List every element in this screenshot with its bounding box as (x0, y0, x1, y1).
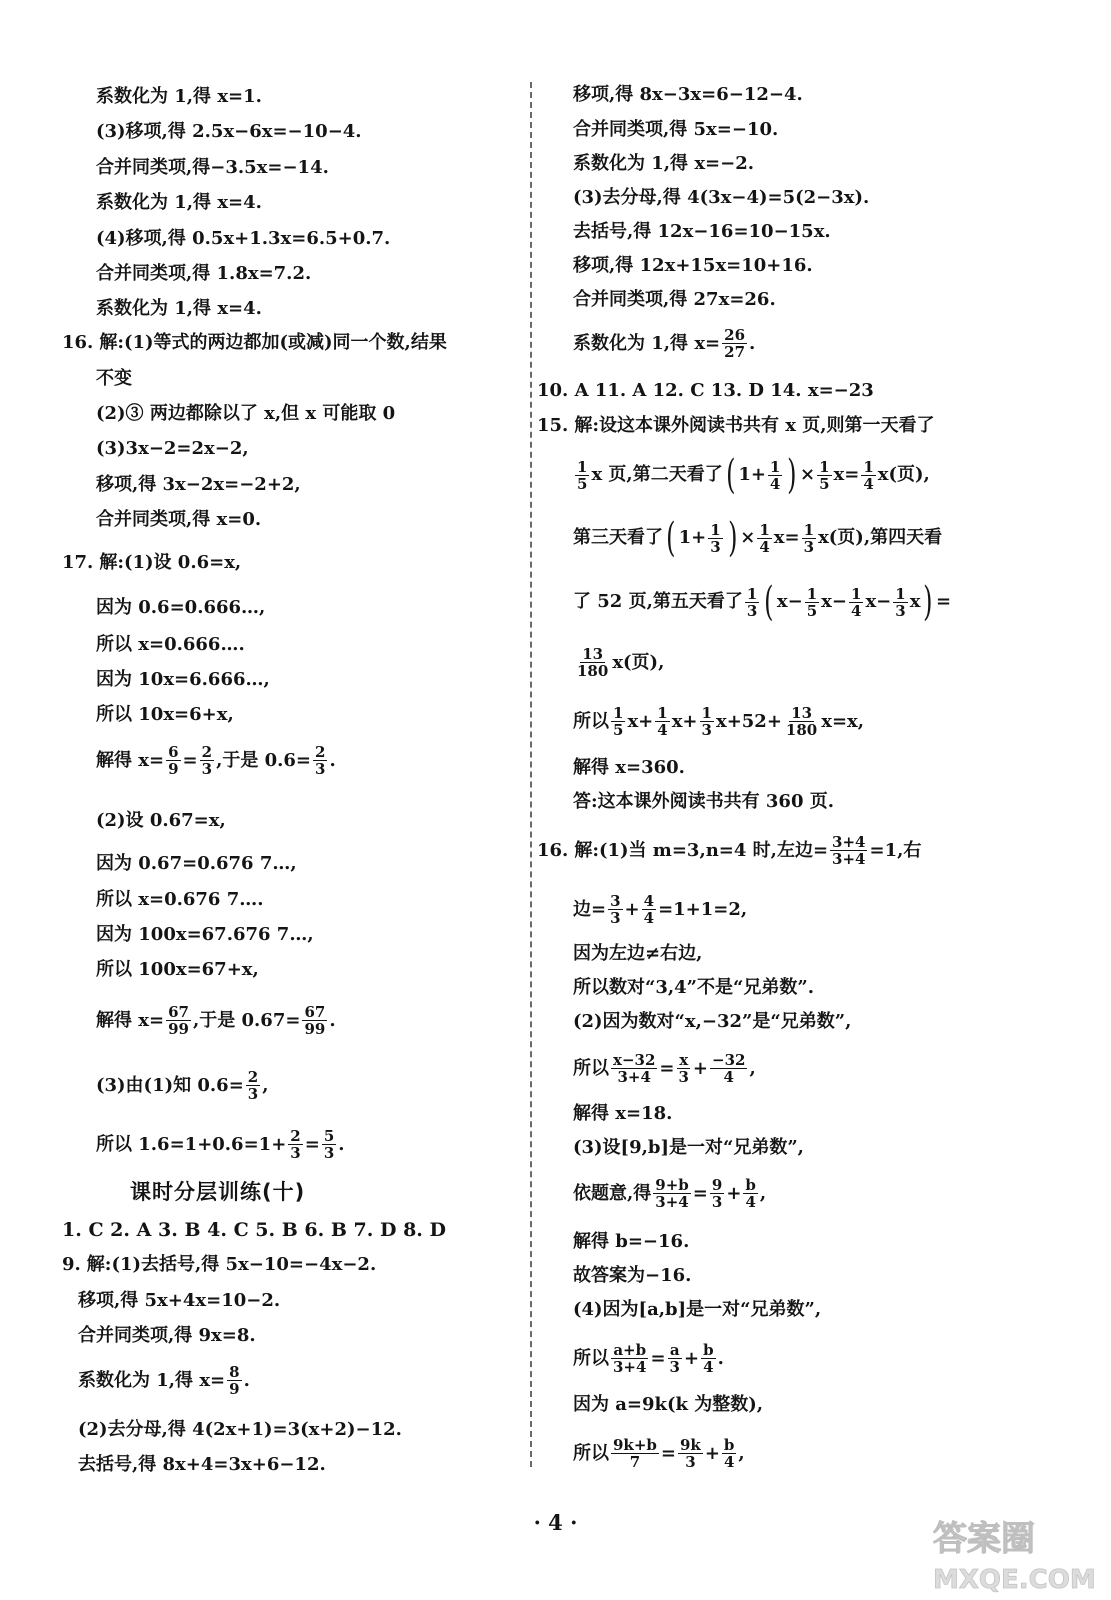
denominator: 3 (247, 1085, 259, 1103)
numerator: 9+b (655, 1176, 689, 1194)
text-line: 合并同类项,得 x=0. (96, 509, 262, 530)
fraction (611, 1437, 659, 1470)
text-line: 所以 100x=67+x, (96, 959, 259, 980)
numerator: 67 (168, 1003, 189, 1021)
equation-line (573, 515, 943, 561)
text-line: 因为 0.6=0.666…, (96, 597, 266, 618)
text: =1+1=2, (658, 898, 748, 920)
numerator: x−32 (613, 1051, 656, 1069)
text: 边= (573, 898, 607, 920)
fraction (611, 1052, 657, 1085)
comma: , (262, 1074, 269, 1096)
text: 系数化为 1,得 x= (78, 1369, 226, 1391)
denominator: 4 (723, 1453, 735, 1471)
text-line: 系数化为 1,得 x=4. (96, 192, 262, 213)
text: x− (821, 591, 847, 612)
question-number: 16. (62, 332, 94, 353)
text-line: 解得 b=−16. (573, 1231, 690, 1252)
denominator: 5 (613, 721, 624, 739)
numerator: b (703, 1341, 714, 1359)
text: 系数化为 1,得 x= (573, 332, 721, 354)
text-line: 系数化为 1,得 x=−2. (573, 153, 755, 174)
denominator: 9 (168, 760, 179, 778)
text-line: (2)③ 两边都除以了 x,但 x 可能取 0 (96, 403, 396, 424)
text: + (624, 898, 640, 920)
numerator: 1 (657, 704, 668, 722)
text: x− (865, 591, 892, 612)
numerator: 9k (679, 1436, 701, 1454)
denominator: 4 (759, 537, 770, 556)
text: 1+ (738, 464, 766, 485)
denominator: 3 (803, 537, 815, 556)
text-line: (2)设 0.67=x, (96, 810, 226, 831)
text-line: (3)3x−2=2x−2, (96, 438, 249, 459)
text: 依题意,得 (573, 1182, 652, 1204)
fraction (861, 459, 875, 492)
text: 解:(1)当 m=3,n=4 时,左边= (574, 839, 829, 861)
text: 所以 (573, 1347, 609, 1369)
denominator: 3 (323, 1144, 335, 1162)
text: + (692, 1057, 709, 1079)
text-line: 所以 x=0.676 7…. (96, 889, 264, 910)
text-line: (3)设[9,b]是一对“兄弟数”, (573, 1137, 804, 1158)
text-line: 不变 (96, 368, 132, 389)
numerator: 67 (304, 1003, 326, 1021)
text-line: 因为 0.67=0.676 7…, (96, 853, 297, 874)
fraction (678, 1437, 703, 1470)
paren: ( (725, 452, 736, 498)
numerator: 1 (803, 520, 815, 539)
text: 解得 x= (96, 749, 165, 771)
text: 了 52 页,第五天看了 (573, 591, 743, 612)
text: 所以 (573, 710, 609, 732)
numerator: 2 (201, 743, 213, 761)
equation-line (78, 1364, 250, 1397)
fraction (768, 459, 782, 492)
fraction (802, 522, 816, 555)
fraction (642, 893, 656, 926)
text-line: 系数化为 1,得 x=4. (96, 298, 262, 319)
question-number: 17. (62, 552, 94, 573)
text-line: 解:(1)等式的两边都加(或减)同一个数,结果 (99, 332, 447, 353)
text-line: 所以数对“3,4”不是“兄弟数”. (573, 977, 814, 998)
text: = (692, 1182, 708, 1204)
numerator: 5 (323, 1127, 335, 1145)
denominator: 3 (315, 760, 326, 778)
denominator: 3+4 (832, 850, 866, 868)
fraction (722, 1437, 737, 1470)
numerator: 1 (863, 457, 874, 476)
numerator: −32 (712, 1051, 746, 1069)
numerator: 1 (769, 457, 781, 476)
fraction (246, 1069, 260, 1102)
denominator: 3 (201, 760, 213, 778)
fraction (288, 1128, 302, 1161)
paren: ) (727, 515, 738, 561)
text: = (659, 1057, 675, 1079)
denominator: 180 (577, 662, 609, 680)
text-line: 合并同类项,得 5x=−10. (573, 119, 779, 140)
fraction (701, 1342, 716, 1375)
denominator: 7 (629, 1453, 641, 1471)
text: (3)由(1)知 0.6= (96, 1074, 244, 1096)
numerator: 9 (711, 1176, 723, 1194)
equation-line (573, 1177, 766, 1210)
denominator: 180 (785, 721, 818, 739)
numerator: 1 (577, 457, 588, 476)
period: . (338, 1133, 345, 1155)
fraction (655, 705, 669, 738)
text-line: 解:设这本课外阅读书共有 x 页,则第一天看了 (574, 415, 935, 436)
multiple-choice-answers: 10. A 11. A 12. C 13. D 14. x=−23 (537, 380, 874, 401)
numerator: 2 (247, 1068, 259, 1086)
denominator: 3 (610, 909, 621, 927)
equation-line (573, 646, 664, 679)
denominator: 9 (229, 1380, 240, 1398)
multiple-choice-answers: 1. C 2. A 3. B 4. C 5. B 6. B 7. D 8. D (62, 1219, 447, 1241)
text-line: 移项,得 8x−3x=6−12−4. (573, 84, 803, 105)
text-line: 解:(1)设 0.6=x, (99, 552, 242, 573)
question-9 (62, 1252, 376, 1278)
numerator: x (679, 1051, 689, 1069)
numerator: a+b (613, 1341, 647, 1359)
text-line: 移项,得 12x+15x=10+16. (573, 255, 813, 276)
period: . (329, 1009, 336, 1031)
numerator: 13 (582, 645, 604, 663)
text-line: 系数化为 1,得 x=1. (96, 86, 262, 107)
fraction (676, 1052, 690, 1085)
watermark-domain: MXQE.COM (933, 1565, 1096, 1595)
text-line: 合并同类项,得 1.8x=7.2. (96, 263, 312, 284)
fraction (575, 459, 589, 492)
denominator: 3 (711, 1193, 723, 1211)
denominator: 4 (643, 909, 655, 927)
equation-line (573, 1052, 756, 1085)
fraction (784, 705, 819, 738)
numerator: 6 (168, 743, 179, 761)
denominator: 3 (710, 537, 721, 556)
fraction (817, 459, 831, 492)
numerator: 3+4 (832, 833, 866, 851)
text: =1,右 (869, 839, 922, 861)
equation-line (96, 744, 336, 777)
text: 所以 (573, 1057, 609, 1079)
numerator: b (723, 1436, 735, 1454)
question-number: 9. (62, 1254, 81, 1275)
equation-line (96, 1069, 269, 1102)
period: . (329, 749, 336, 771)
text: x= (773, 527, 800, 548)
period: . (243, 1369, 250, 1391)
period: . (717, 1347, 724, 1369)
fraction (166, 744, 180, 777)
numerator: 2 (315, 743, 326, 761)
text: 1+ (678, 527, 707, 548)
numerator: 2 (290, 1127, 301, 1145)
fraction (830, 834, 867, 867)
question-number: 16. (537, 839, 569, 861)
equation-line (573, 327, 755, 360)
watermark-logo (925, 1510, 1105, 1595)
text-line: 合并同类项,得 9x=8. (78, 1325, 256, 1346)
question-16 (62, 330, 447, 356)
text: 所以 1.6=1+0.6=1+ (96, 1133, 287, 1155)
paren: ) (923, 579, 933, 625)
denominator: 4 (769, 474, 781, 493)
period: . (749, 332, 756, 354)
text-line: 因为 100x=67.676 7…, (96, 924, 314, 945)
denominator: 4 (723, 1068, 734, 1086)
fraction (893, 586, 907, 619)
text-line: 移项,得 5x+4x=10−2. (78, 1290, 281, 1311)
fraction (708, 522, 722, 555)
text-line: (2)去分母,得 4(2x+1)=3(x+2)−12. (78, 1419, 402, 1440)
text-line: 因为 10x=6.666…, (96, 669, 270, 690)
text-line: 因为左边≠右边, (573, 943, 703, 964)
text: x=x, (821, 710, 865, 732)
fraction (710, 1052, 747, 1085)
numerator: 1 (710, 520, 721, 539)
numerator: 1 (806, 584, 818, 603)
text-line: (3)移项,得 2.5x−6x=−10−4. (96, 121, 362, 142)
equation-line (573, 705, 864, 738)
numerator: 1 (759, 520, 770, 539)
equation-line (573, 893, 747, 926)
fraction (757, 522, 771, 555)
equation-line (573, 1342, 724, 1375)
equals-sign: = (304, 1133, 320, 1155)
fraction (710, 1177, 724, 1210)
equation-line (96, 1128, 345, 1161)
text-line: 解得 x=18. (573, 1103, 673, 1124)
question-17 (62, 550, 241, 576)
paren: ( (666, 515, 676, 561)
numerator: 1 (851, 584, 862, 603)
question-number: 15. (537, 415, 569, 436)
denominator: 5 (819, 474, 830, 493)
text: = (660, 1442, 676, 1464)
fraction (611, 1342, 648, 1375)
text: x− (776, 591, 803, 612)
text-line: 去括号,得 12x−16=10−15x. (573, 221, 831, 242)
text-line: (3)去分母,得 4(3x−4)=5(2−3x). (573, 187, 870, 208)
question-16-right (537, 834, 921, 867)
fraction (200, 744, 214, 777)
text: 第三天看了 (573, 527, 663, 548)
text: + (683, 1347, 700, 1369)
column-divider (530, 82, 532, 1467)
question-15 (537, 413, 935, 439)
paren: ) (787, 452, 797, 498)
fraction (668, 1342, 682, 1375)
equation-line (573, 452, 930, 498)
numerator: 1 (613, 704, 624, 722)
equation-line (573, 1437, 745, 1470)
comma: , (738, 1442, 745, 1464)
fraction (227, 1364, 241, 1397)
comma: , (759, 1182, 767, 1204)
numerator: 9k+b (613, 1436, 657, 1454)
paren: ( (764, 579, 774, 625)
numerator: 8 (229, 1363, 240, 1381)
text: x(页), (877, 464, 930, 485)
text-line: (4)因为[a,b]是一对“兄弟数”, (573, 1299, 822, 1320)
denominator: 3 (669, 1358, 680, 1376)
denominator: 3 (701, 721, 712, 739)
text-line: (4)移项,得 0.5x+1.3x=6.5+0.7. (96, 228, 391, 249)
text: = (936, 591, 952, 612)
comma: , (749, 1057, 756, 1079)
text: ,于是 0.67= (192, 1009, 301, 1031)
fraction (743, 1177, 758, 1210)
denominator: 3+4 (613, 1358, 647, 1376)
numerator: 4 (643, 892, 655, 910)
text-line: 解:(1)去括号,得 5x−10=−4x−2. (86, 1254, 377, 1275)
text-line: 答:这本课外阅读书共有 360 页. (573, 791, 835, 812)
text-line: 移项,得 3x−2x=−2+2, (96, 474, 301, 495)
denominator: 99 (168, 1020, 189, 1038)
denominator: 3+4 (655, 1193, 689, 1211)
denominator: 5 (577, 474, 588, 493)
numerator: a (669, 1341, 680, 1359)
denominator: 4 (851, 601, 862, 620)
fraction (322, 1128, 336, 1161)
denominator: 3 (895, 601, 906, 620)
denominator: 3 (746, 601, 758, 620)
denominator: 4 (745, 1193, 756, 1211)
equation-line (573, 579, 952, 625)
watermark-text: 答案圈 (933, 1519, 1035, 1559)
numerator: 13 (791, 704, 813, 722)
text: x= (833, 464, 860, 485)
text-line: 故答案为−16. (573, 1265, 692, 1286)
denominator: 4 (657, 721, 668, 739)
text: + (726, 1182, 742, 1204)
fraction (849, 586, 863, 619)
text-line: (2)因为数对“x,−32”是“兄弟数”, (573, 1011, 852, 1032)
fraction (700, 705, 714, 738)
fraction (302, 1004, 327, 1037)
text: × (740, 527, 756, 548)
equation-line (96, 1004, 336, 1037)
denominator: 99 (304, 1020, 326, 1038)
denominator: 5 (806, 601, 818, 620)
text-line: 去括号,得 8x+4=3x+6−12. (78, 1454, 326, 1475)
section-title: 课时分层训练(十) (130, 1180, 306, 1204)
text-line: 所以 10x=6+x, (96, 704, 234, 725)
text: x+52+ (715, 710, 782, 732)
text: 所以 (573, 1442, 609, 1464)
fraction (166, 1004, 191, 1037)
numerator: 3 (610, 892, 621, 910)
text: x 页,第二天看了 (591, 464, 723, 485)
page-number: · 4 · (533, 1510, 578, 1535)
fraction (722, 327, 747, 360)
text-line: 所以 x=0.666…. (96, 634, 245, 655)
fraction (575, 646, 610, 679)
numerator: b (745, 1176, 756, 1194)
text-line: 合并同类项,得 27x=26. (573, 289, 776, 310)
denominator: 3+4 (617, 1068, 651, 1086)
numerator: 26 (724, 326, 746, 344)
text-line: 因为 a=9k(k 为整数), (573, 1394, 764, 1415)
text-line: 解得 x=360. (573, 757, 685, 778)
text: x (909, 591, 921, 612)
denominator: 3 (678, 1068, 689, 1086)
numerator: 1 (819, 457, 830, 476)
fraction (745, 586, 759, 619)
equals-sign: = (182, 749, 198, 771)
denominator: 4 (863, 474, 874, 493)
denominator: 3 (685, 1453, 696, 1471)
text: = (650, 1347, 666, 1369)
text: + (704, 1442, 720, 1464)
fraction (805, 586, 819, 619)
text: x(页),第四天看 (818, 527, 943, 548)
text: x+ (627, 710, 654, 732)
numerator: 1 (895, 584, 906, 603)
fraction (611, 705, 625, 738)
fraction (313, 744, 327, 777)
numerator: 1 (701, 704, 712, 722)
text: ,于是 0.6= (216, 749, 311, 771)
fraction (653, 1177, 691, 1210)
text-line: 合并同类项,得−3.5x=−14. (96, 157, 329, 178)
denominator: 3 (290, 1144, 301, 1162)
text: x+ (671, 710, 698, 732)
text: x(页), (612, 651, 665, 673)
denominator: 4 (703, 1358, 714, 1376)
numerator: 1 (746, 584, 758, 603)
denominator: 27 (724, 343, 746, 361)
fraction (608, 893, 622, 926)
text: × (799, 464, 816, 485)
text: 解得 x= (96, 1009, 165, 1031)
